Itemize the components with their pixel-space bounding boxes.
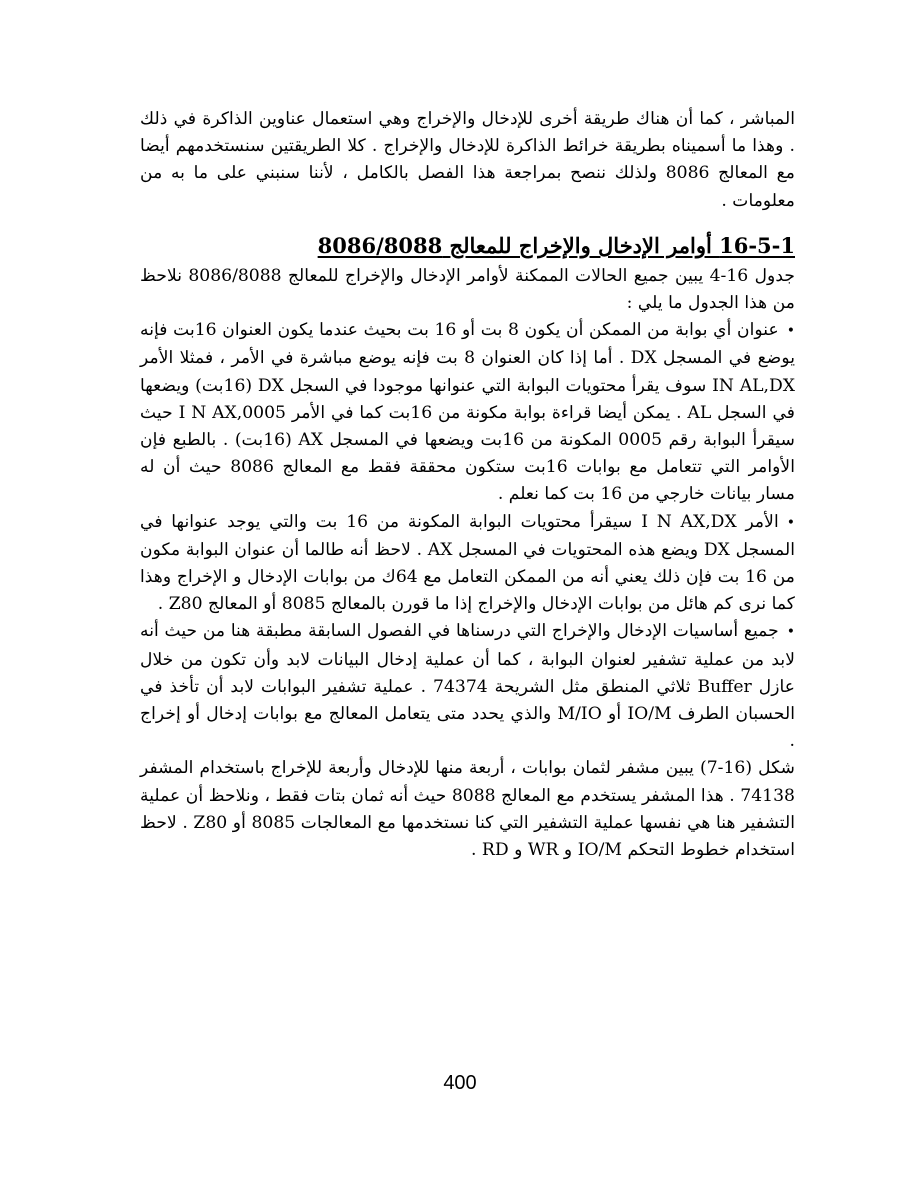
page-number: 400 — [443, 1072, 477, 1094]
bullet-item-1-text: عنوان أي بوابة من الممكن أن يكون 8 بت أو 16 بت بحيث عندما يكون العنوان 16بت فإنه يوضع في المسجل DX . أما إذا كان العنوان 8 بت فإنه يوضع مباشرة في الأمر ، فمثلا الأمر IN AL,DX سوف يقرأ محتويات البوابة التي عنوانها موجودا في السجل DX (16بت) ويضعها في السجل AL . يمكن أيضا قراءة بوابة مكونة من 16بت كما في الأمر I N AX,0005 حيث سيقرأ البوابة رقم 0005 المكونة من 16بت ويضعها في المسجل AX (16بت) . بالطبع فإن الأوامر التي تتعامل مع بوابات 16بت ستكون محققة فقط مع المعالج 8086 حيث أن له مسار بيانات خارجي من 16 بت كما نعلم . — [140, 320, 796, 505]
figure-paragraph: شكل (16-7) يبين مشفر لثمان بوابات ، أربعة منها للإدخال وأربعة للإخراج باستخدام المشفر 74138 . هذا المشفر يستخدم مع المعالج 8088 حيث أنه ثمان بتات فقط ، ونلاحظ أن عملية التشفير هنا هي نفسها عملية التشفير التي كنا نستخدمها مع المعالجات 8085 أو Z80 . لاحظ استخدام خطوط التحكم IO/M و WR و RD . — [140, 758, 795, 861]
intro-paragraph: المباشر ، كما أن هناك طريقة أخرى للإدخال والإخراج وهي استعمال عناوين الذاكرة في ذلك . وهذا ما أسميناه بطريقة خرائط الذاكرة للإدخال والإخراج . كلا الطريقتين سنستخدمهم أيضا مع المعالج 8086 ولذلك ننصح بمراجعة هذا الفصل بالكامل ، لأننا سنبني على ما به من معلومات . — [140, 109, 795, 211]
bullet-icon: • — [786, 514, 795, 531]
bullet-item-3 — [140, 618, 795, 755]
bullet-icon: • — [786, 624, 795, 641]
bullet-item-3-text: جميع أساسيات الإدخال والإخراج التي درسناها في الفصول السابقة مطبقة هنا من حيث أنه لابد من عملية تشفير لعنوان البوابة ، كما أن عملية إدخال البيانات لابد وأن تكون من خلال عازل Buffer ثلاثي المنطق مثل الشريحة 74374 . عملية تشفير البوابات لابد أن تأخذ في الحسبان الطرف IO/M أو M/IO والذي يحدد متى يتعامل المعالج مع بوابات إدخال أو إخراج . — [140, 621, 795, 752]
bullet-icon: • — [786, 323, 795, 340]
page-body — [140, 106, 795, 864]
section-heading: 16-5-1 أوامر الإدخال والإخراج للمعالج 8086/8088 — [317, 232, 795, 258]
bullet-item-2 — [140, 509, 795, 619]
bullet-item-2-text: الأمر I N AX,DX سيقرأ محتويات البوابة المكونة من 16 بت والتي يوجد عنوانها في المسجل DX ويضع هذه المحتويات في المسجل AX . لاحظ أنه طالما أن عنوان البوابة مكون من 16 بت فإن ذلك يعني أنه من الممكن التعامل مع 64ك من بوابات الإدخال و الإخراج وهذا كما نرى كم هائل من بوابات الإدخال والإخراج إذا ما قورن بالمعالج 8085 أو المعالج Z80 . — [140, 511, 795, 615]
bullet-item-1 — [140, 317, 795, 508]
table-intro-paragraph: جدول 16-4 يبين جميع الحالات الممكنة لأوامر الإدخال والإخراج للمعالج 8086/8088 نلاحظ من هذا الجدول ما يلي : — [140, 265, 796, 314]
